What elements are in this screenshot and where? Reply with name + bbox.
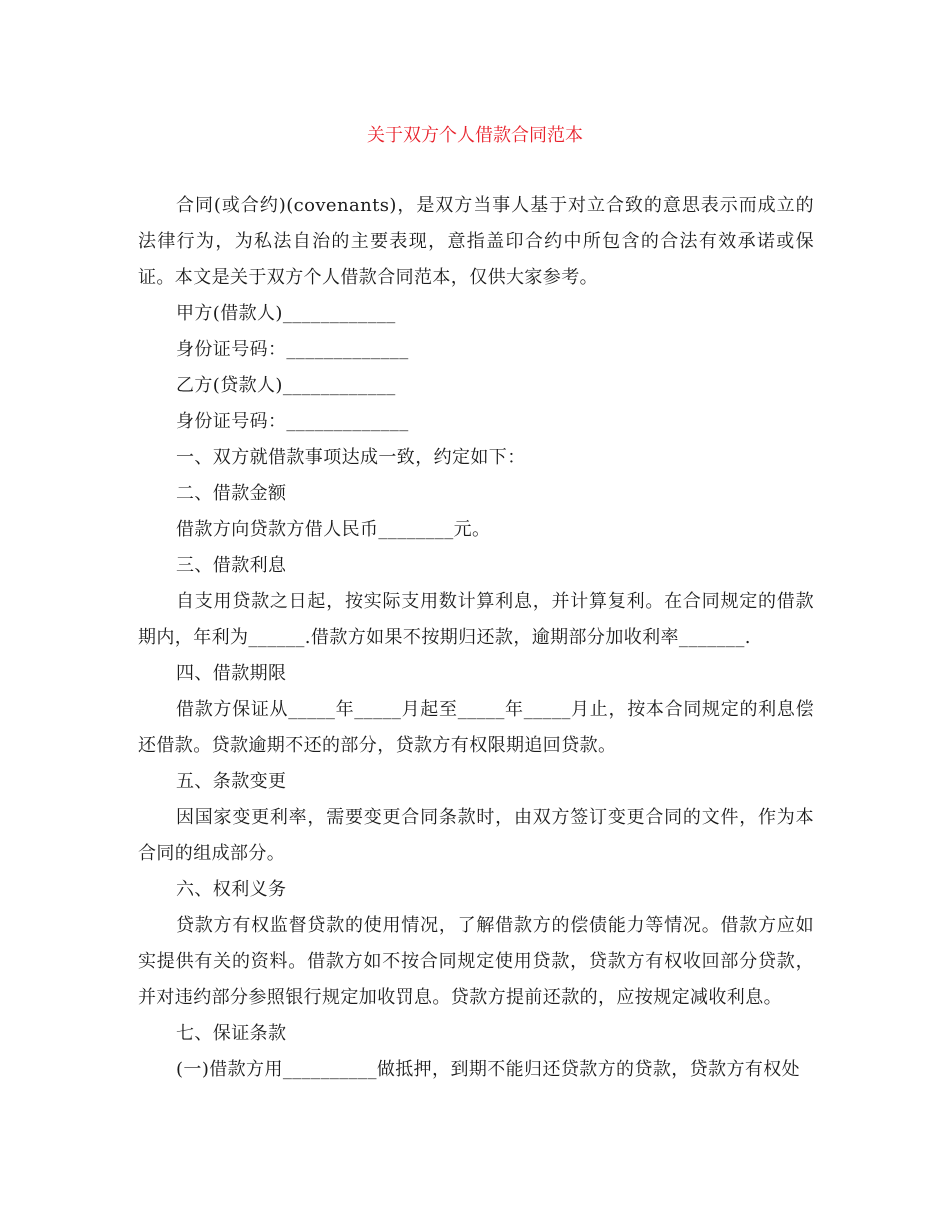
section-heading-4: 四、借款期限 [176,663,287,684]
party-b-id-field: 身份证号码：_____________ [176,411,409,432]
interest-paragraph: 自支用贷款之日起，按实际支用数计算利息，并计算复利。在合同规定的借款期内，年利为______.借款方如果不按期归还款，逾期部分加收利率_______. [138,591,814,648]
intro-paragraph: 合同(或合约)(covenants)，是双方当事人基于对立合致的意思表示而成立的法律行为，为私法自治的主要表现，意指盖印合约中所包含的合法有效承诺或保证。本文是关于双方个人借款合同范本，仅供大家参考。 [138,195,814,288]
party-a-field: 甲方(借款人)____________ [176,303,396,324]
guarantee-paragraph: (一)借款方用__________做抵押，到期不能归还贷款方的贷款，贷款方有权处 [176,1059,801,1080]
party-b-field: 乙方(贷款人)____________ [176,375,396,396]
section-heading-3: 三、借款利息 [176,555,287,576]
section-heading-5: 五、条款变更 [176,771,287,792]
term-paragraph: 借款方保证从_____年_____月起至_____年_____月止，按本合同规定的利息偿还借款。贷款逾期不还的部分，贷款方有权限期追回贷款。 [138,699,814,756]
section-heading-2: 二、借款金额 [176,483,287,504]
party-a-id-field: 身份证号码：_____________ [176,339,409,360]
section-heading-7: 七、保证条款 [176,1023,287,1044]
section-heading-1: 一、双方就借款事项达成一致，约定如下： [176,447,526,468]
document-title: 关于双方个人借款合同范本 [367,125,583,146]
rights-paragraph: 贷款方有权监督贷款的使用情况，了解借款方的偿债能力等情况。借款方应如实提供有关的资料。借款方如不按合同规定使用贷款，贷款方有权收回部分贷款，并对违约部分参照银行规定加收罚息。贷款方提前还款的，应按规定减收利息。 [138,915,814,1008]
document-body [138,188,814,1088]
loan-amount-paragraph: 借款方向贷款方借人民币________元。 [176,519,491,540]
amendment-paragraph: 因国家变更利率，需要变更合同条款时，由双方签订变更合同的文件，作为本合同的组成部分。 [138,807,814,864]
section-heading-6: 六、权利义务 [176,879,287,900]
